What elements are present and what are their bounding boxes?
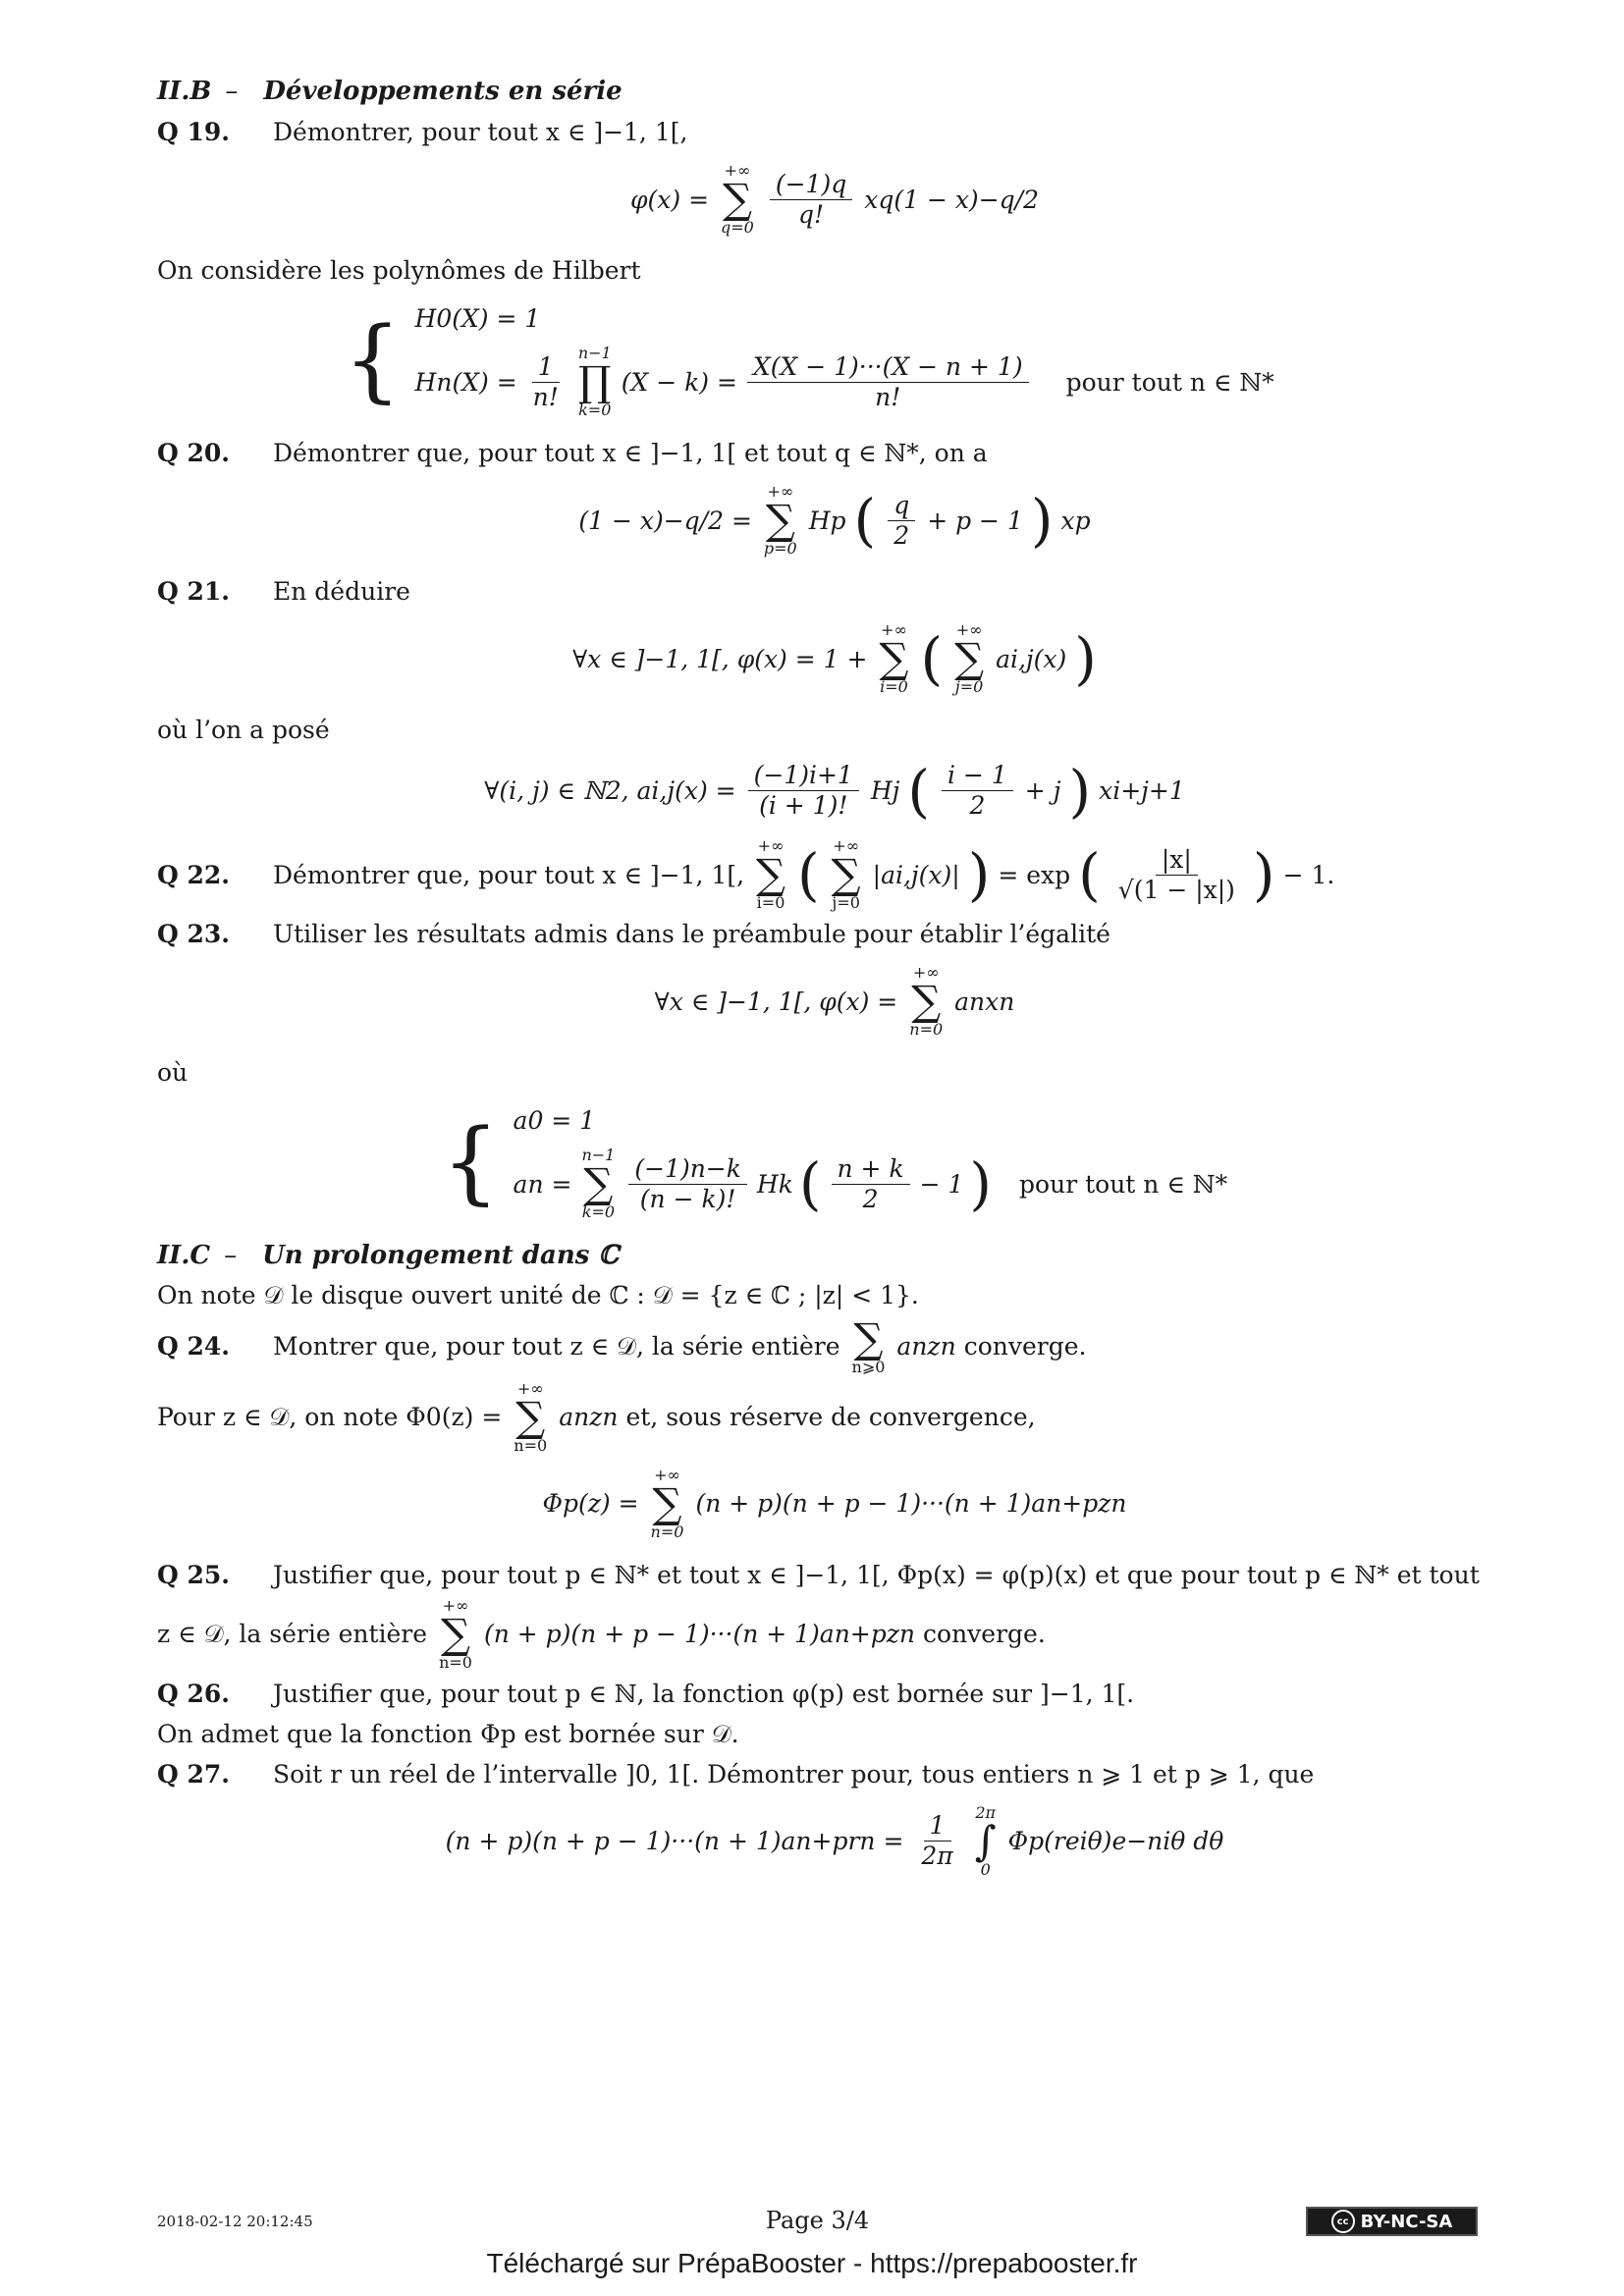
question-19 (157, 115, 1512, 149)
question-text: Justifier que, pour tout p ∈ ℕ, la fonction φ(p) est bornée sur ]−1, 1[. (273, 1679, 1135, 1708)
fraction: $\frac{n + k}{2}$ (832, 1154, 910, 1214)
fraction: $\frac{i - 1}{2}$ (942, 761, 1013, 821)
page-number: Page 3/4 (765, 2207, 870, 2234)
sum-symbol: +∞ ∑ n=0 (909, 963, 944, 1040)
sum-symbol: +∞ ∑ i=0 (756, 836, 786, 913)
page-footer (157, 2207, 1478, 2236)
an-definition: { a0 = 1 an = n−1 ∑ k=0 $\frac{(-1)n-k}{(n - k)!}$ Hk ( $\frac{n + k}{2}$ − 1 ) pour tout n ∈ ℕ* (442, 1106, 1228, 1222)
fraction: $\frac{X(X - 1)\cdot\cdot\cdot(X - n + 1)}{n!}$ (747, 352, 1029, 412)
question-22: Q 22. Démontrer que, pour tout x ∈ ]−1, 1[, +∞ ∑ i=0 ( +∞ ∑ j=0 |ai,j(x)| ) = exp ( $\frac{|x|}{√(1 - |x|)}$ ) − 1. (157, 836, 1335, 913)
hilbert-intro: On considère les polynômes de Hilbert (157, 256, 641, 286)
question-text: Utiliser les résultats admis dans le préambule pour établir l’égalité (273, 920, 1110, 949)
left-brace: { (344, 306, 402, 412)
question-text: Démontrer que, pour tout x ∈ ]−1, 1[, (273, 860, 745, 889)
equation-power-series: ∀x ∈ ]−1, 1[, φ(x) = +∞ ∑ n=0 anxn (654, 963, 1015, 1040)
question-text: Démontrer que, pour tout x ∈ ]−1, 1[ et tout q ∈ ℕ*, on a (273, 439, 988, 468)
hilbert-definition: { H0(X) = 1 Hn(X) = $\frac{1}{n!}$ n−1 ∏ k=0 (X − k) = $\frac{X(X - 1)\cdot\cdot\cdot(X - n + 1)}{n!}$ pour tout n ∈ ℕ* (344, 304, 1274, 420)
equation-double-series: ∀x ∈ ]−1, 1[, φ(x) = 1 + +∞ ∑ i=0 ( +∞ ∑ j=0 ai,j(x) ) (572, 620, 1097, 697)
exam-page (157, 74, 1512, 1896)
question-label: Q 26. (157, 1679, 230, 1708)
sum-symbol: +∞ ∑ n=0 (439, 1595, 472, 1672)
section-heading-iic: II.C – Un prolongement dans ℂ (157, 1241, 620, 1271)
disk-intro: On note 𝒟 le disque ouvert unité de ℂ : 𝒟 = {z ∈ ℂ ; |z| < 1}. (157, 1280, 919, 1309)
section-heading-iib: II.B – Développements en série (157, 77, 623, 106)
question-label: Q 24. (157, 1332, 230, 1362)
question-label: Q 27. (157, 1759, 230, 1789)
fraction: $\frac{q}{2}$ (888, 491, 915, 551)
ou-text: où (157, 1058, 189, 1088)
equation-binomial-series: (1 − x)−q/2 = +∞ ∑ p=0 Hp ( $\frac{q}{2}$ + p − 1 ) xp (578, 482, 1091, 559)
integral-symbol: 2π ∫ 0 (974, 1802, 997, 1879)
question-label: Q 20. (157, 439, 230, 468)
question-text: Justifier que, pour tout p ∈ ℕ* et tout x ∈ ]−1, 1[, Φp(x) = φ(p)(x) et que pour tout p ∈ ℕ* et tout (273, 1560, 1480, 1589)
sum-symbol: +∞ ∑ q=0 (721, 161, 754, 238)
fraction: $\frac{1}{n!}$ (532, 351, 559, 411)
question-label: Q 21. (157, 577, 230, 607)
left-brace: { (442, 1108, 500, 1214)
question-25-line2: z ∈ 𝒟, la série entière +∞ ∑ n=0 (n + p)(n + p − 1)···(n + 1)an+pzn converge. (157, 1595, 1046, 1672)
question-text: En déduire (273, 577, 410, 607)
fraction: $\frac{(-1)q}{q!}$ (770, 170, 852, 230)
question-25 (157, 1558, 1512, 1592)
question-20 (157, 436, 1512, 470)
sum-symbol: +∞ ∑ p=0 (763, 482, 797, 559)
equation-phip: Φp(z) = +∞ ∑ n=0 (n + p)(n + p − 1)···(n + 1)an+pzn (542, 1465, 1127, 1541)
sum-symbol: +∞ ∑ n=0 (650, 1465, 684, 1541)
question-label: Q 23. (157, 920, 230, 949)
license-badge: cc BY-NC-SA (1306, 2207, 1478, 2236)
question-text: Soit r un réel de l’intervalle ]0, 1[. Démontrer pour, tous entiers n ⩾ 1 et p ⩾ 1, que (273, 1759, 1315, 1789)
product-symbol: n−1 ∏ k=0 (577, 344, 612, 420)
fraction: $\frac{1}{2\pi}$ (921, 1811, 953, 1871)
fraction: $\frac{(-1)n-k}{(n - k)!}$ (628, 1154, 747, 1214)
equation-aij-definition: ∀(i, j) ∈ ℕ2, ai,j(x) = $\frac{(-1)i+1}{(i + 1)!}$ Hj ( $\frac{i - 1}{2}$ + j ) xi+j+1 (484, 757, 1185, 825)
sum-symbol: +∞ ∑ n=0 (514, 1378, 548, 1455)
question-text: Montrer que, pour tout z ∈ 𝒟, la série entière (273, 1332, 840, 1362)
phi0-definition: Pour z ∈ 𝒟, on note Φ0(z) = +∞ ∑ n=0 anzn et, sous réserve de convergence, (157, 1378, 1036, 1455)
question-21 (157, 574, 1512, 609)
question-label: Q 22. (157, 860, 230, 889)
sum-symbol: +∞ ∑ i=0 (879, 620, 909, 697)
question-26 (157, 1677, 1512, 1711)
timestamp: 2018-02-12 20:12:45 (157, 2213, 313, 2230)
question-label: Q 25. (157, 1560, 230, 1589)
equation-cauchy-integral: (n + p)(n + p − 1)···(n + 1)an+prn = $\frac{1}{2\pi}$ 2π ∫ 0 Φp(reiθ)e−niθ dθ (445, 1802, 1224, 1879)
download-notice: Téléchargé sur PrépaBooster - https://prepabooster.fr (486, 2248, 1138, 2278)
sum-symbol: +∞ ∑ j=0 (831, 836, 861, 913)
fraction: $\frac{|x|}{√(1 - |x|)}$ (1117, 844, 1235, 904)
question-label: Q 19. (157, 118, 230, 147)
fraction: $\frac{(-1)i+1}{(i + 1)!}$ (748, 761, 859, 821)
cc-icon: cc (1331, 2210, 1355, 2233)
admit-text: On admet que la fonction Φp est bornée sur 𝒟. (157, 1719, 739, 1748)
sum-symbol: ∑ n⩾0 (851, 1313, 886, 1376)
sum-symbol: n−1 ∑ k=0 (581, 1146, 616, 1222)
question-24: Q 24. Montrer que, pour tout z ∈ 𝒟, la série entière ∑ n⩾0 anzn converge. (157, 1313, 1087, 1376)
equation-phi-series: φ(x) = +∞ ∑ q=0 $\frac{(-1)q}{q!}$ xq(1 − x)−q/2 (630, 161, 1039, 238)
pose-text: où l’on a posé (157, 716, 330, 745)
question-27 (157, 1757, 1512, 1791)
sum-symbol: +∞ ∑ j=0 (954, 620, 985, 697)
question-23 (157, 917, 1512, 951)
question-text: Démontrer, pour tout x ∈ ]−1, 1[, (273, 118, 688, 147)
